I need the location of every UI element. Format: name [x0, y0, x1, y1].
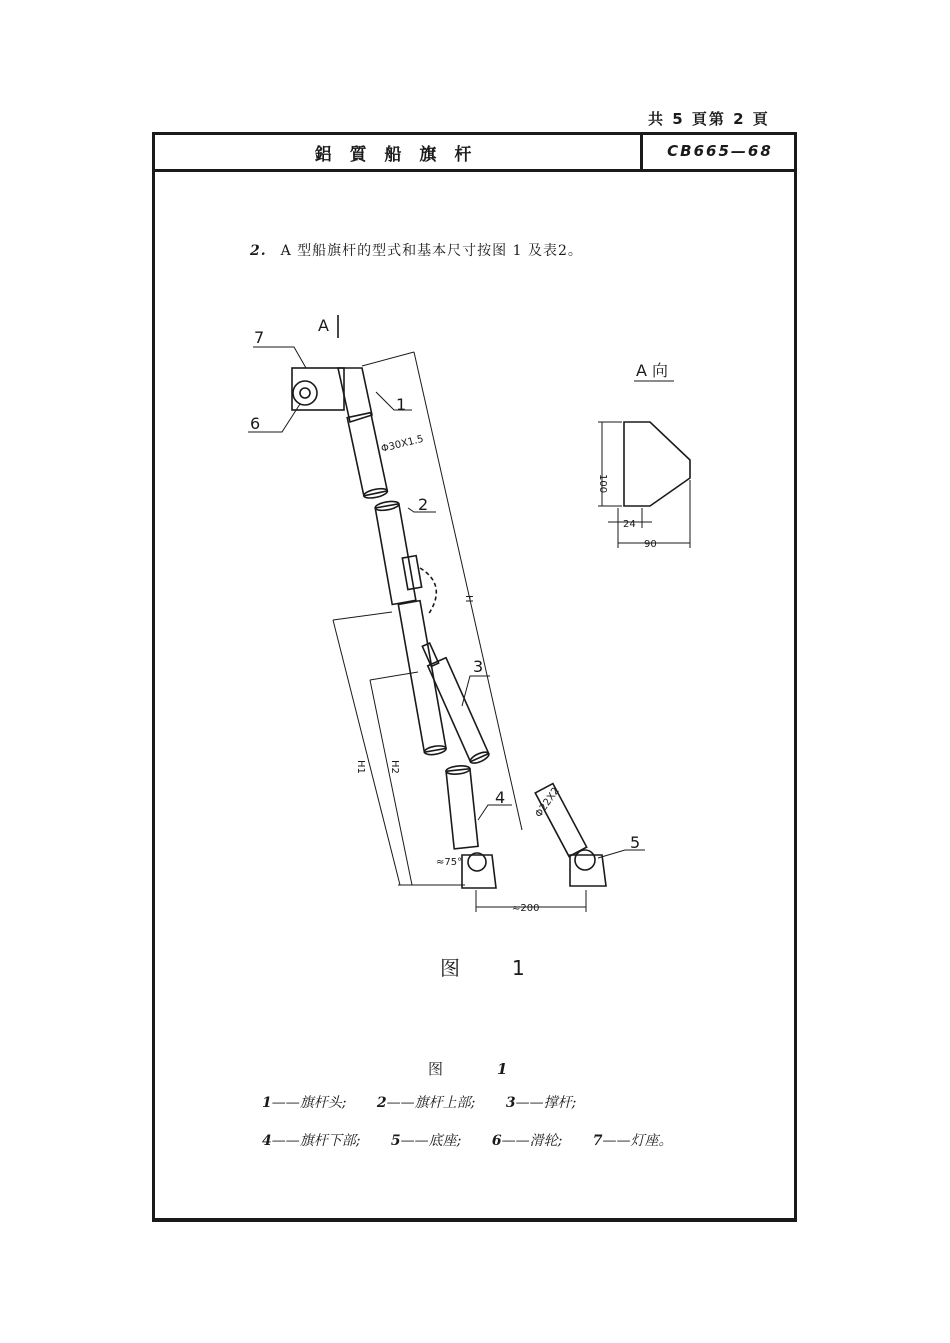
caption-number: 1 [497, 1060, 508, 1078]
legend-item: 3——撑杆; [505, 1095, 577, 1111]
legend-row-2 [262, 1130, 699, 1150]
flagpole-drawing [152, 290, 797, 940]
dim-label-H2: H2 [389, 760, 400, 774]
swing-arc [420, 568, 436, 615]
view-marker-label: A [318, 316, 329, 335]
legend-item: 5——底座; [390, 1133, 462, 1149]
a-view-label-90: 90 [644, 539, 657, 550]
figure-label-large [440, 952, 525, 981]
section-paragraph [250, 240, 583, 260]
figure-label-char: 图 [440, 956, 460, 980]
legend-item: 7——灯座。 [592, 1133, 673, 1149]
part-label-3: 3 [473, 657, 484, 676]
part-label-4: 4 [495, 788, 506, 807]
base-pole-part [535, 784, 586, 857]
part-label-6: 6 [250, 414, 261, 433]
a-view-label-height: 100 [597, 474, 608, 494]
part-label-7: 7 [254, 328, 265, 347]
legend-item: 4——旗杆下部; [262, 1133, 361, 1149]
dim-label-spacing: ≈200 [512, 903, 540, 914]
dim-label-H: H [463, 595, 474, 603]
dim-label-upper-tube: Φ30X1.5 [380, 433, 425, 455]
dim-label-angle: ≈75° [436, 857, 463, 868]
pulley-hub [300, 388, 310, 398]
part-label-5: 5 [630, 833, 641, 852]
figure-label-number: 1 [512, 956, 525, 980]
lower-pole-part [446, 769, 478, 849]
leader-7 [253, 347, 306, 368]
dim-ext-top [362, 352, 414, 366]
caption-title [428, 1058, 507, 1079]
a-view-shape [624, 422, 690, 506]
part-label-2: 2 [418, 495, 429, 514]
dim-label-brace-tube: Φ22X2 [533, 785, 562, 820]
page-count: 共 5 頁第 2 頁 [648, 110, 770, 128]
part-label-1: 1 [396, 395, 407, 414]
document-title: 鋁 質 船 旗 杆 [314, 145, 478, 165]
dim-ext-h1 [333, 612, 392, 620]
base-hinge [575, 850, 595, 870]
dim-label-H1: H1 [355, 760, 366, 774]
middle-pole-part [398, 601, 446, 753]
upper-tube-segment [347, 413, 387, 496]
caption-label: 图 [428, 1060, 444, 1078]
document-code: CB665—68 [667, 142, 773, 160]
leader-1 [376, 392, 412, 410]
legend-item: 2——旗杆上部; [376, 1095, 476, 1111]
legend-item: 1——旗杆头; [262, 1095, 347, 1111]
a-view-label-24: 24 [623, 519, 636, 530]
leader-4 [478, 805, 512, 820]
section-text: A 型船旗杆的型式和基本尺寸按图 1 及表2。 [280, 243, 583, 259]
a-view-title: A 向 [636, 361, 669, 380]
dim-line-H1 [333, 620, 400, 885]
dim-line-H [414, 352, 522, 830]
dim-line-H2 [370, 680, 412, 885]
clamp-part [402, 556, 421, 590]
legend-row-1 [262, 1092, 602, 1112]
section-number: 2. [250, 243, 267, 259]
pulley-wheel [293, 381, 317, 405]
legend-item: 6——滑轮; [491, 1133, 563, 1149]
